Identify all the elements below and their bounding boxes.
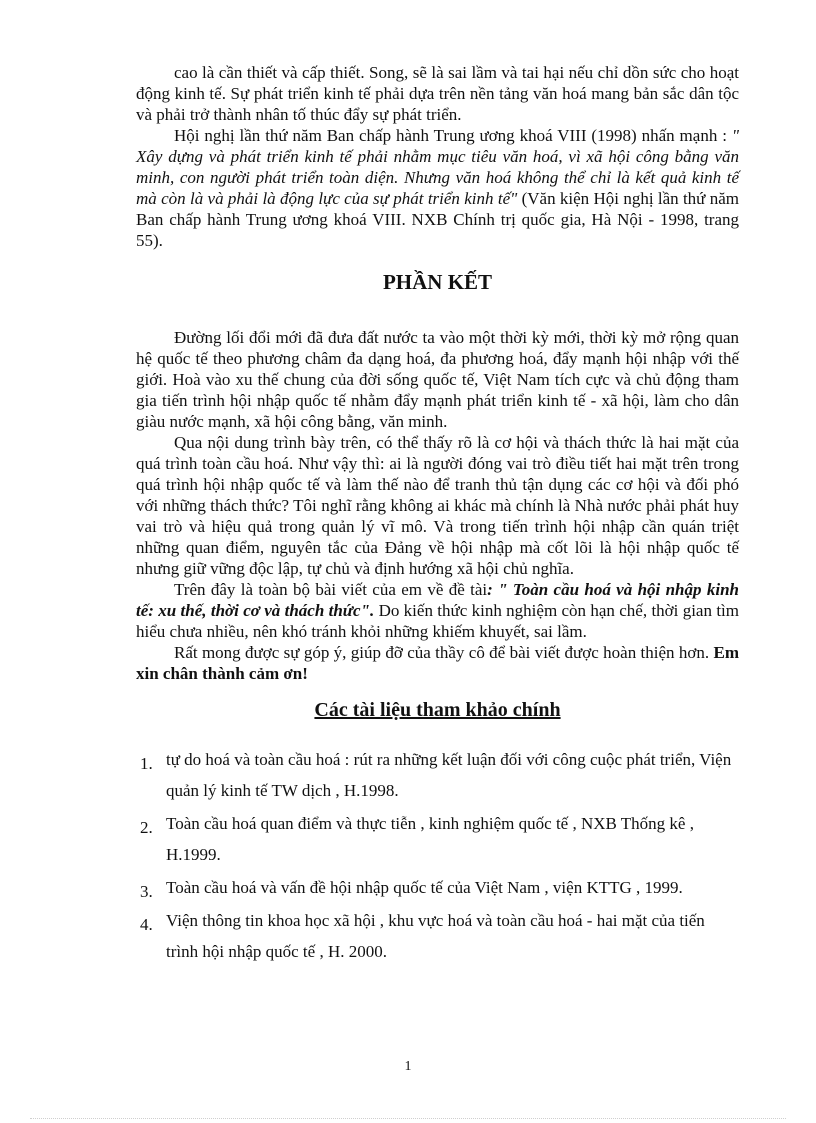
conclusion-paragraph-3-lead: Trên đây là toàn bộ bài viết của em về đề tài: [174, 580, 488, 599]
thanks-text: Em xin chân thành cảm ơn!: [136, 643, 739, 683]
reference-item: [136, 744, 739, 806]
conclusion-paragraph-4-lead: Rất mong được sự góp ý, giúp đỡ của thầy cô để bài viết được hoàn thiện hơn.: [174, 643, 714, 662]
page-bottom-divider: [30, 1118, 786, 1119]
reference-item: [136, 872, 739, 903]
conclusion-paragraph-2: Qua nội dung trình bày trên, có thể thấy rõ là cơ hội và thách thức là hai mặt của quá trình toàn cầu hoá. Như vậy thì: ai là người đóng vai trò điều tiết hai mặt trên trong quá trình hội nhập quốc tế và làm thế nào để tranh thủ tận dụng các cơ hội và đối phó với những thách thức? Tôi nghĩ rằng không ai khác mà chính là Nhà nước phải phát huy vai trò và hiệu quả trong quản lý vĩ mô. Và trong tiến trình hội nhập cần quán triệt những quan điểm, nguyên tắc của Đảng về hội nhập mà cốt lõi là hội nhập quốc tế nhưng giữ vững độc lập, tự chủ và định hướng xã hội chủ nghĩa.: [136, 433, 739, 578]
reference-text: tự do hoá và toàn cầu hoá : rút ra những kết luận đối với công cuộc phát triển, Viện quản lý kinh tế TW dịch , H.1998.: [166, 750, 732, 800]
document-page: [136, 62, 739, 969]
body-paragraph-2: [136, 125, 739, 251]
body-paragraph-2-lead: Hội nghị lần thứ năm Ban chấp hành Trung ương khoá VIII (1998) nhấn mạnh :: [174, 126, 732, 145]
reference-number: 2.: [140, 818, 153, 837]
references-title: Các tài liệu tham khảo chính: [314, 699, 561, 721]
reference-text: Toàn cầu hoá quan điểm và thực tiễn , kinh nghiệm quốc tế , NXB Thống kê , H.1999.: [166, 814, 694, 864]
conclusion-paragraph-3-tail: Do kiến thức kinh nghiệm còn hạn chế, thời gian tìm hiểu chưa nhiều, nên khó tránh khỏi những khiếm khuyết, sai lầm.: [136, 601, 739, 641]
conclusion-paragraph-3: [136, 579, 739, 642]
reference-item: [136, 808, 739, 870]
conclusion-paragraph-4: [136, 642, 739, 684]
reference-text: Viện thông tin khoa học xã hội , khu vực hoá và toàn cầu hoá - hai mặt của tiến trình hội nhập quốc tế , H. 2000.: [166, 911, 705, 961]
section-title: PHẦN KẾT: [382, 270, 493, 294]
conclusion-paragraph-1: Đường lối đổi mới đã đưa đất nước ta vào một thời kỳ mới, thời kỳ mở rộng quan hệ quốc tế theo phương châm đa dạng hoá, đa phương hoá, đẩy mạnh hội nhập với thế giới. Hoà vào xu thế chung của đời sống quốc tế, Việt Nam tích cực và chủ động tham gia tiến trình hội nhập quốc tế nhằm đẩy mạnh phát triển kinh tế - xã hội, làm cho dân giàu nước mạnh, xã hội công bằng, văn minh.: [136, 328, 739, 431]
body-paragraph-1: [136, 62, 739, 125]
body-paragraph-1-text: cao là cần thiết và cấp thiết. Song, sẽ là sai lầm và tai hại nếu chỉ dồn sức cho hoạt động kinh tế. Sự phát triển kinh tế phải dựa trên nền tảng văn hoá mang bản sắc dân tộc và phải trở thành nhân tố thúc đẩy sự phát triển.: [136, 63, 739, 124]
reference-text: Toàn cầu hoá và vấn đề hội nhập quốc tế của Việt Nam , viện KTTG , 1999.: [166, 878, 683, 897]
references-list: [136, 744, 739, 967]
body-paragraph-2-citation: (Văn kiện Hội nghị lần thứ năm Ban chấp hành Trung ương khoá VIII. NXB Chính trị quốc gia, Hà Nội - 1998, trang 55).: [136, 189, 739, 250]
essay-topic-title: : " Toàn cầu hoá và hội nhập kinh tế: xu thế, thời cơ và thách thức".: [136, 580, 739, 620]
reference-item: [136, 905, 739, 967]
reference-number: 3.: [140, 882, 153, 901]
reference-number: 1.: [140, 754, 153, 773]
reference-number: 4.: [140, 915, 153, 934]
page-number: 1: [404, 1059, 412, 1074]
body-paragraph-2-quote: " Xây dựng và phát triển kinh tế phải nhằm mục tiêu văn hoá, vì xã hội công bằng văn minh, con người phát triển toàn diện. Nhưng văn hoá không thể chỉ là kết quả kinh tế mà còn là và phải là động lực của sự phát triển kinh tế": [136, 126, 739, 208]
